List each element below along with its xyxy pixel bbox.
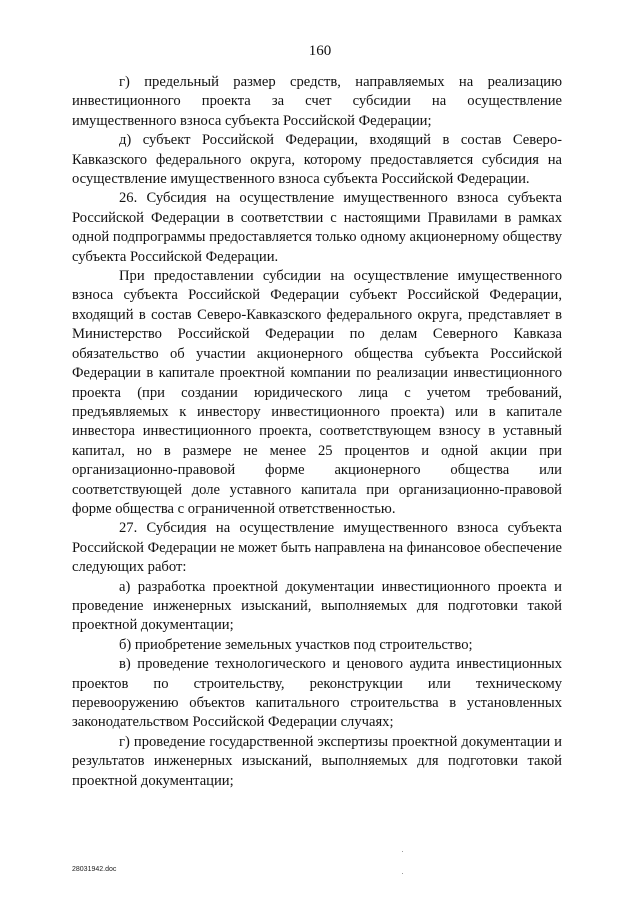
page-number: 160	[308, 43, 332, 59]
scan-speck	[402, 851, 403, 852]
paragraph-item-a: а) разработка проектной документации инвестиционного проекта и проведение инженерных изысканий, выполняемых для подготовки такой проектной документации;	[72, 578, 562, 634]
paragraph-obligation: При предоставлении субсидии на осуществление имущественного взноса субъекта Российской Федерации субъект Российской Федерации, входящий в состав Северо-Кавказского федерального округа, представляет в Министерство Российской Федерации по делам Северного Кавказа обязательство об участии акционерного общества субъекта Российской Федерации в капитале проектной компании по реализации инвестиционного проекта (при создании юридического лица с учетом требований, предъявляемых к инвестору инвестиционного проекта) или в капитале инвестора инвестиционного проекта, соответствующем взносу в уставный капитал, но в размере не менее 25 процентов и одной акции при организационно-правовой форме акционерного общества или соответствующей доле уставного капитала при организационно-правовой форме общества с ограниченной ответственностью.	[72, 268, 562, 517]
scan-speck	[402, 873, 403, 874]
paragraph-item-v: в) проведение технологического и ценового аудита инвестиционных проектов по строительству, реконструкции или техническому перевооружению объектов капитального строительства в установленных законодательством Российской Федерации случаях;	[72, 656, 562, 731]
paragraph-item-g2: г) проведение государственной экспертизы проектной документации и результатов инженерных изысканий, выполняемых для подготовки такой проектной документации;	[72, 733, 562, 789]
document-file-code: 28031942.doc	[72, 866, 117, 873]
paragraph-clause-26: 26. Субсидия на осуществление имущественного взноса субъекта Российской Федерации в соответствии с настоящими Правилами в рамках одной подпрограммы предоставляется только одному акционерному обществу субъекта Российской Федерации.	[72, 190, 562, 265]
paragraph-item-b: б) приобретение земельных участков под строительство;	[119, 636, 473, 653]
body-text	[72, 73, 562, 791]
paragraph-item-d: д) субъект Российской Федерации, входящий в состав Северо-Кавказского федерального округа, которому предоставляется субсидия на осуществление имущественного взноса субъекта Российской Федерации.	[72, 132, 562, 188]
paragraph-clause-27: 27. Субсидия на осуществление имущественного взноса субъекта Российской Федерации не может быть направлена на финансовое обеспечение следующих работ:	[72, 520, 562, 576]
paragraph-item-g: г) предельный размер средств, направляемых на реализацию инвестиционного проекта за счет субсидии на осуществление имущественного взноса субъекта Российской Федерации;	[72, 74, 562, 129]
